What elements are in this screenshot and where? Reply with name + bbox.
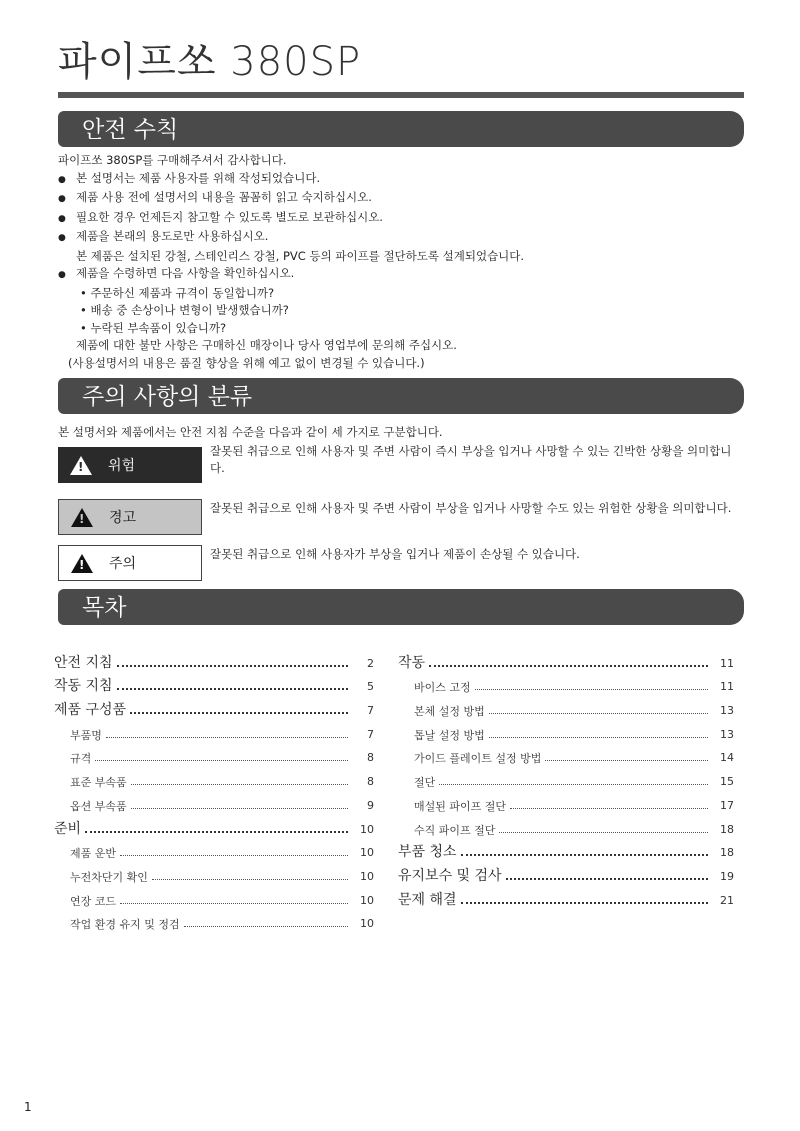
safety-line: 본 제품은 설치된 강철, 스테인리스 강철, PVC 등의 파이프를 절단하도록 설계되었습니다. — [76, 248, 525, 263]
toc-entry-label: 작동 — [398, 654, 426, 671]
toc-entry-page: 14 — [720, 751, 734, 765]
toc-entry[interactable] — [398, 838, 734, 862]
toc-entry-page: 9 — [367, 798, 374, 812]
caution-description: 잘못된 취급으로 인해 사용자가 부상을 입거나 제품이 손상될 수 있습니다. — [210, 547, 580, 561]
toc-entry-page: 10 — [360, 893, 374, 907]
warning-description: 잘못된 취급으로 인해 사용자 및 주변 사람이 부상을 입거나 사망할 수도 있는 위험한 상황을 의미합니다. — [210, 501, 732, 515]
toc-entry-label: 옵션 부속품 — [70, 799, 127, 813]
toc-entry-page: 15 — [720, 775, 734, 789]
toc-entry-label: 수직 파이프 절단 — [414, 823, 496, 837]
toc-entry-page: 19 — [720, 869, 734, 883]
toc-entry[interactable] — [54, 790, 374, 814]
toc-leader-dots — [120, 854, 348, 856]
classification-heading: 주의 사항의 분류 — [58, 378, 744, 414]
caution-signal — [58, 545, 202, 581]
toc-entry-label: 문제 해결 — [398, 891, 457, 908]
toc-leader-dots — [489, 712, 708, 714]
page-number: 1 — [24, 1100, 32, 1114]
toc-entry-label: 연장 코드 — [70, 894, 117, 908]
toc-entry-page: 10 — [360, 917, 374, 931]
toc-entry-page: 11 — [720, 680, 734, 694]
safety-line: 파이프쏘 380SP를 구매해주셔서 감사합니다. — [58, 153, 287, 167]
toc-entry-page: 2 — [367, 656, 374, 670]
toc-entry-label: 준비 — [54, 820, 82, 837]
toc-entry-page: 7 — [367, 704, 374, 718]
danger-description: 잘못된 취급으로 인해 사용자 및 주변 사람이 즉시 부상을 입거나 사망할 수 있는 긴박한 상황을 의미합니다. — [210, 444, 732, 475]
safety-line: ● 본 설명서는 제품 사용자를 위해 작성되었습니다. — [58, 170, 748, 190]
toc-entry[interactable] — [398, 743, 734, 767]
toc-right-column — [398, 648, 734, 909]
toc-entry[interactable] — [54, 909, 374, 933]
toc-leader-dots — [95, 759, 348, 761]
toc-leader-dots — [439, 783, 708, 785]
toc-entry[interactable] — [54, 861, 374, 885]
toc-leader-dots — [510, 807, 708, 809]
toc-leader-dots — [117, 664, 348, 667]
warning-signal — [58, 499, 202, 535]
toc-entry[interactable] — [54, 838, 374, 862]
toc-leader-dots — [184, 925, 348, 927]
toc-entry-page: 18 — [720, 846, 734, 860]
toc-entry-page: 7 — [367, 727, 374, 741]
toc-entry[interactable] — [54, 672, 374, 696]
safety-line: • 주문하신 제품과 규격이 동일합니까? — [80, 285, 275, 300]
warning-triangle-icon: ! — [71, 508, 93, 527]
toc-entry-page: 10 — [360, 822, 374, 836]
safety-heading: 안전 수칙 — [58, 111, 744, 147]
toc-entry-page: 11 — [720, 656, 734, 670]
toc-heading: 목차 — [58, 589, 744, 625]
safety-line: (사용설명서의 내용은 품질 향상을 위해 예고 없이 변경될 수 있습니다.) — [68, 355, 425, 370]
safety-line: • 배송 중 손상이나 변형이 발생했습니까? — [80, 303, 289, 317]
toc-entry-label: 바이스 고정 — [414, 681, 471, 695]
safety-line: ● 제품 사용 전에 설명서의 내용을 꼼꼼히 읽고 숙지하십시오. — [58, 189, 748, 209]
toc-entry-page: 13 — [720, 704, 734, 718]
toc-entry-label: 작업 환경 유지 및 정검 — [70, 918, 180, 932]
toc-entry[interactable] — [398, 790, 734, 814]
toc-left-column — [54, 648, 374, 932]
toc-entry-label: 가이드 플레이트 설정 방법 — [414, 752, 542, 766]
toc-entry[interactable] — [398, 719, 734, 743]
toc-leader-dots — [131, 783, 348, 785]
safety-line: ● 제품을 수령하면 다음 사항을 확인하십시오. — [58, 265, 748, 285]
toc-leader-dots — [130, 711, 348, 714]
toc-entry-label: 표준 부속품 — [70, 776, 127, 790]
toc-entry-label: 안전 지침 — [54, 654, 113, 671]
toc-entry-label: 절단 — [414, 776, 436, 790]
toc-entry[interactable] — [54, 766, 374, 790]
danger-label: 위험 — [108, 458, 136, 474]
toc-leader-dots — [545, 759, 708, 761]
toc-entry[interactable] — [54, 695, 374, 719]
safety-line: ● 필요한 경우 언제든지 참고할 수 있도록 별도로 보관하십시오. — [58, 209, 748, 229]
danger-signal — [58, 447, 202, 483]
toc-leader-dots — [152, 878, 348, 880]
toc-entry-label: 본체 설정 방법 — [414, 705, 485, 719]
toc-entry-page: 13 — [720, 727, 734, 741]
toc-entry-label: 톱날 설정 방법 — [414, 728, 485, 742]
toc-leader-dots — [117, 687, 348, 690]
toc-entry-label: 규격 — [70, 752, 92, 766]
toc-entry-label: 매설된 파이프 절단 — [414, 799, 507, 813]
safety-text — [58, 152, 748, 372]
toc-entry[interactable] — [398, 695, 734, 719]
toc-entry-page: 8 — [367, 775, 374, 789]
toc-entry-page: 8 — [367, 751, 374, 765]
toc-entry[interactable] — [398, 766, 734, 790]
toc-entry[interactable] — [54, 814, 374, 838]
document-title: 파이프쏘 380SP — [58, 39, 362, 85]
toc-entry-page: 18 — [720, 822, 734, 836]
toc-entry-page: 10 — [360, 869, 374, 883]
toc-leader-dots — [120, 902, 348, 904]
caution-label: 주의 — [109, 556, 137, 572]
safety-line: 제품에 대한 불만 사항은 구매하신 매장이나 당사 영업부에 문의해 주십시오. — [76, 338, 457, 352]
toc-entry[interactable] — [54, 719, 374, 743]
toc-entry-label: 작동 지침 — [54, 678, 113, 695]
toc-entry-label: 유지보수 및 검사 — [398, 867, 502, 884]
toc-entry[interactable] — [398, 814, 734, 838]
toc-entry-label: 부품명 — [70, 728, 102, 742]
toc-entry[interactable] — [54, 743, 374, 767]
toc-leader-dots — [475, 688, 708, 690]
toc-entry-page: 17 — [720, 798, 734, 812]
toc-entry-page: 10 — [360, 846, 374, 860]
toc-entry-label: 제품 구성품 — [54, 702, 127, 719]
warning-triangle-icon: ! — [70, 456, 92, 475]
warning-triangle-icon: ! — [71, 554, 93, 573]
warning-label: 경고 — [109, 510, 137, 526]
title-rule — [58, 92, 744, 98]
toc-leader-dots — [506, 877, 708, 880]
toc-entry[interactable] — [398, 648, 734, 672]
toc-entry[interactable] — [398, 885, 734, 909]
toc-entry-label: 제품 운반 — [70, 847, 117, 861]
toc-leader-dots — [461, 901, 708, 904]
toc-entry[interactable] — [398, 861, 734, 885]
safety-line: ● 제품을 본래의 용도로만 사용하십시오. — [58, 228, 748, 248]
toc-entry[interactable] — [54, 648, 374, 672]
toc-entry[interactable] — [398, 672, 734, 696]
classification-intro: 본 설명서와 제품에서는 안전 지침 수준을 다음과 같이 세 가지로 구분합니다. — [58, 425, 443, 439]
toc-entry-page: 5 — [367, 680, 374, 694]
toc-leader-dots — [429, 664, 708, 667]
toc-entry[interactable] — [54, 885, 374, 909]
toc-entry-label: 누전차단기 확인 — [70, 870, 148, 884]
safety-line: • 누락된 부속품이 있습니까? — [80, 320, 227, 335]
toc-entry-label: 부품 청소 — [398, 844, 457, 861]
toc-leader-dots — [499, 831, 708, 833]
toc-leader-dots — [131, 807, 348, 809]
toc-leader-dots — [85, 830, 348, 833]
toc-leader-dots — [489, 736, 708, 738]
toc-leader-dots — [461, 853, 708, 856]
toc-leader-dots — [106, 736, 348, 738]
toc-entry-page: 21 — [720, 893, 734, 907]
